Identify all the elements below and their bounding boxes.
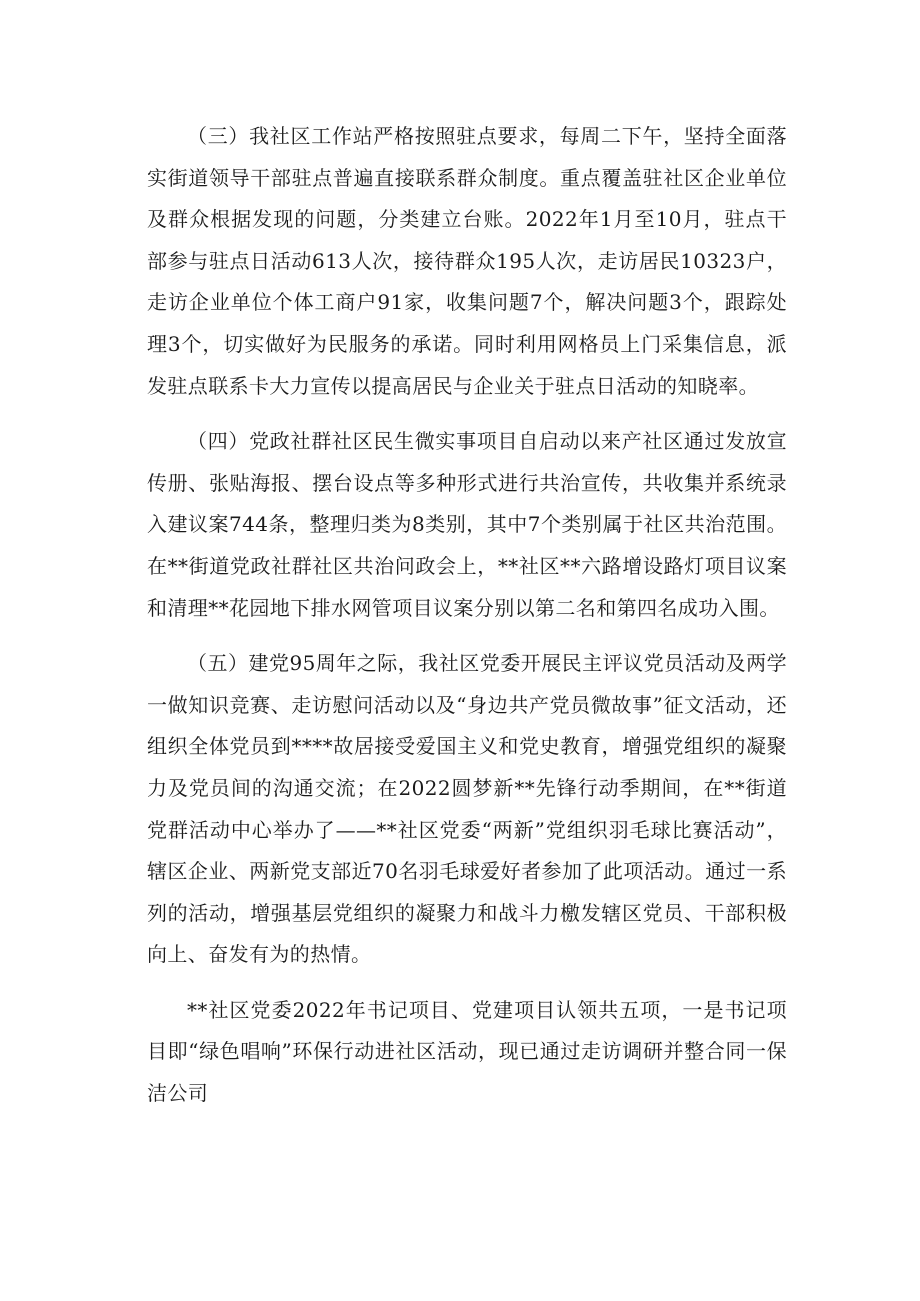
paragraph-section-four: （四）党政社群社区民生微实事项目自启动以来产社区通过发放宣传册、张贴海报、摆台设点等多种形式进行共治宣传，共收集并系统录入建议案744条，整理归类为8类别，其中7个类别属于社区共治范围。在**街道党政社群社区共治问政会上，**社区**六路增设路灯项目议案和清理**花园地下排水网管项目议案分别以第二名和第四名成功入围。 <box>147 429 787 620</box>
paragraph-section-five: （五）建党95周年之际，我社区党委开展民主评议党员活动及两学一做知识竞赛、走访慰问活动以及“身边共产党员微故事”征文活动，还组织全体党员到****故居接受爱国主义和党史教育，增强党组织的凝聚力及党员间的沟通交流；在2022圆梦新**先锋行动季期间，在**街道党群活动中心举办了——**社区党委“两新”党组织羽毛球比赛活动”，辖区企业、两新党支部近70名羽毛球爱好者参加了此项活动。通过一系列的活动，增强基层党组织的凝聚力和战斗力檄发辖区党员、干部积极向上、奋发有为的热情。 <box>147 651 787 967</box>
paragraph-section-three: （三）我社区工作站严格按照驻点要求，每周二下午，坚持全面落实街道领导干部驻点普遍直接联系群众制度。重点覆盖驻社区企业单位及群众根据发现的问题，分类建立台账。2022年1月至10月，驻点干部参与驻点日活动613人次，接待群众195人次，走访居民10323户，走访企业单位个体工商户91家，收集问题7个，解决问题3个，跟踪处理3个，切实做好为民服务的承诺。同时利用网格员上门采集信息，派发驻点联系卡大力宣传以提高居民与企业关于驻点日活动的知晓率。 <box>147 124 787 398</box>
paragraph-secretary-projects: **社区党委2022年书记项目、党建项目认领共五项，一是书记项目即“绿色唱响”环保行动进社区活动，现已通过走访调研并整合同一保洁公司 <box>147 997 787 1106</box>
document-body <box>147 116 787 1129</box>
